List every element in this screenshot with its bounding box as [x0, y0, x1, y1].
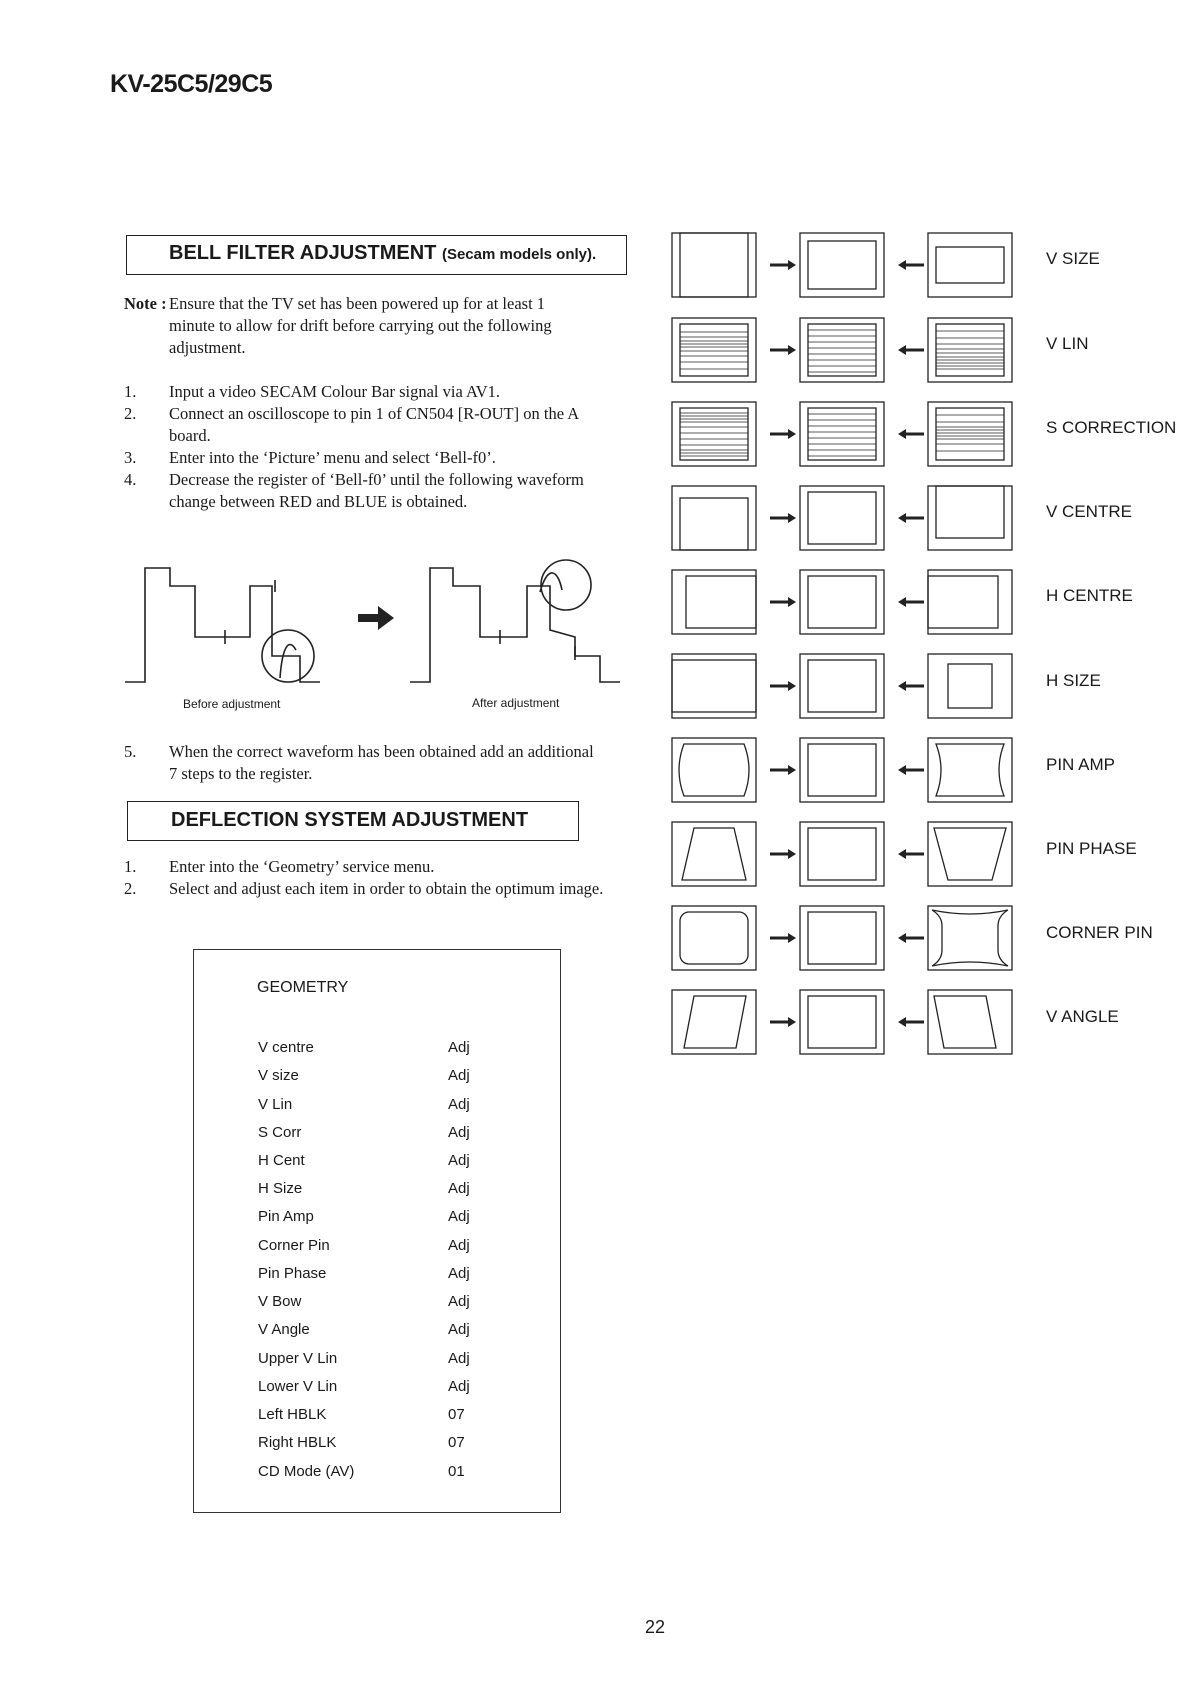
diagram-h-size: [672, 654, 1012, 718]
waveform-before: [125, 568, 320, 682]
caption-after: After adjustment: [472, 696, 560, 710]
geometry-row: V size Adj: [258, 1067, 470, 1084]
label-s-correction: S CORRECTION: [1046, 418, 1177, 437]
deflection-title: DEFLECTION SYSTEM ADJUSTMENT: [171, 809, 529, 831]
bell-step-5: 5. When the correct waveform has been obtained add an additional 7 steps to the register.: [124, 742, 594, 783]
label-v-centre: V CENTRE: [1046, 502, 1132, 521]
deflection-step-2: 2. Select and adjust each item in order to obtain the optimum image.: [124, 879, 604, 898]
diagram-v-angle: [672, 990, 1012, 1054]
label-pin-amp: PIN AMP: [1046, 755, 1115, 774]
geometry-row: V Angle Adj: [258, 1321, 470, 1338]
geometry-title: GEOMETRY: [257, 979, 349, 996]
geometry-row: V Bow Adj: [258, 1293, 470, 1310]
bell-filter-title: BELL FILTER ADJUSTMENT: [169, 242, 437, 264]
bell-filter-title-small: (Secam models only).: [441, 246, 597, 263]
diagram-s-correction: [672, 402, 1012, 466]
circle-marker-after: [541, 560, 591, 610]
geometry-row: Left HBLK 07: [258, 1406, 465, 1423]
note-label: Note :: [124, 294, 167, 313]
note-text: Ensure that the TV set has been powered up for at least 1 minute to allow for drift before carrying out the following adjustment.: [169, 294, 552, 357]
diagram-corner-pin: [672, 906, 1012, 970]
geometry-row: V Lin Adj: [258, 1096, 470, 1113]
step-3: 3. Enter into the ‘Picture’ menu and select ‘Bell-f0’.: [124, 448, 496, 467]
geometry-row: CD Mode (AV) 01: [258, 1463, 465, 1480]
step-4: 4. Decrease the register of ‘Bell-f0’ until the following waveform change between RED and BLUE is obtained.: [124, 470, 584, 511]
waveform-after: [410, 568, 620, 682]
geometry-row: V centre Adj: [258, 1039, 470, 1056]
geometry-row: H Size Adj: [258, 1180, 470, 1197]
diagram-pin-phase: [672, 822, 1012, 886]
deflection-heading: [127, 801, 579, 841]
page-number: 22: [645, 1617, 666, 1637]
geometry-row: S Corr Adj: [258, 1124, 470, 1141]
bell-filter-heading: [126, 235, 627, 275]
label-v-lin: V LIN: [1046, 334, 1089, 353]
deflection-steps: [124, 856, 614, 900]
diagram-v-centre: [672, 486, 1012, 550]
label-corner-pin: CORNER PIN: [1046, 923, 1153, 942]
diagram-pin-amp: [672, 738, 1012, 802]
geometry-row: Right HBLK 07: [258, 1434, 465, 1451]
label-pin-phase: PIN PHASE: [1046, 839, 1137, 858]
geometry-row: Lower V Lin Adj: [258, 1378, 470, 1395]
label-v-size: V SIZE: [1046, 249, 1100, 268]
diagram-v-size: [672, 233, 1012, 297]
geometry-row: Upper V Lin Adj: [258, 1350, 470, 1367]
right-arrow-icon: [358, 606, 394, 630]
geometry-menu: [193, 949, 561, 1513]
geometry-row: Pin Phase Adj: [258, 1265, 470, 1282]
deflection-step-1: 1. Enter into the ‘Geometry’ service menu.: [124, 857, 435, 876]
step-2: 2. Connect an oscilloscope to pin 1 of CN504 [R-OUT] on the A board.: [124, 404, 579, 445]
label-h-centre: H CENTRE: [1046, 586, 1133, 605]
bell-steps: [124, 381, 634, 513]
geometry-row: Pin Amp Adj: [258, 1208, 470, 1225]
step-1: 1. Input a video SECAM Colour Bar signal via AV1.: [124, 382, 501, 401]
label-h-size: H SIZE: [1046, 671, 1101, 690]
label-v-angle: V ANGLE: [1046, 1007, 1119, 1026]
model-title: KV-25C5/29C5: [110, 70, 273, 98]
geometry-row: H Cent Adj: [258, 1152, 470, 1169]
note-block: [124, 293, 624, 359]
waveform-figure: [120, 550, 640, 690]
caption-before: Before adjustment: [183, 697, 281, 711]
geometry-row: Corner Pin Adj: [258, 1237, 470, 1254]
geometry-diagrams: [670, 225, 1040, 1095]
diagram-h-centre: [672, 570, 1012, 634]
step-5-text: When the correct waveform has been obtained add an additional 7 steps to the register.: [169, 742, 594, 783]
diagram-v-lin: [672, 318, 1012, 382]
